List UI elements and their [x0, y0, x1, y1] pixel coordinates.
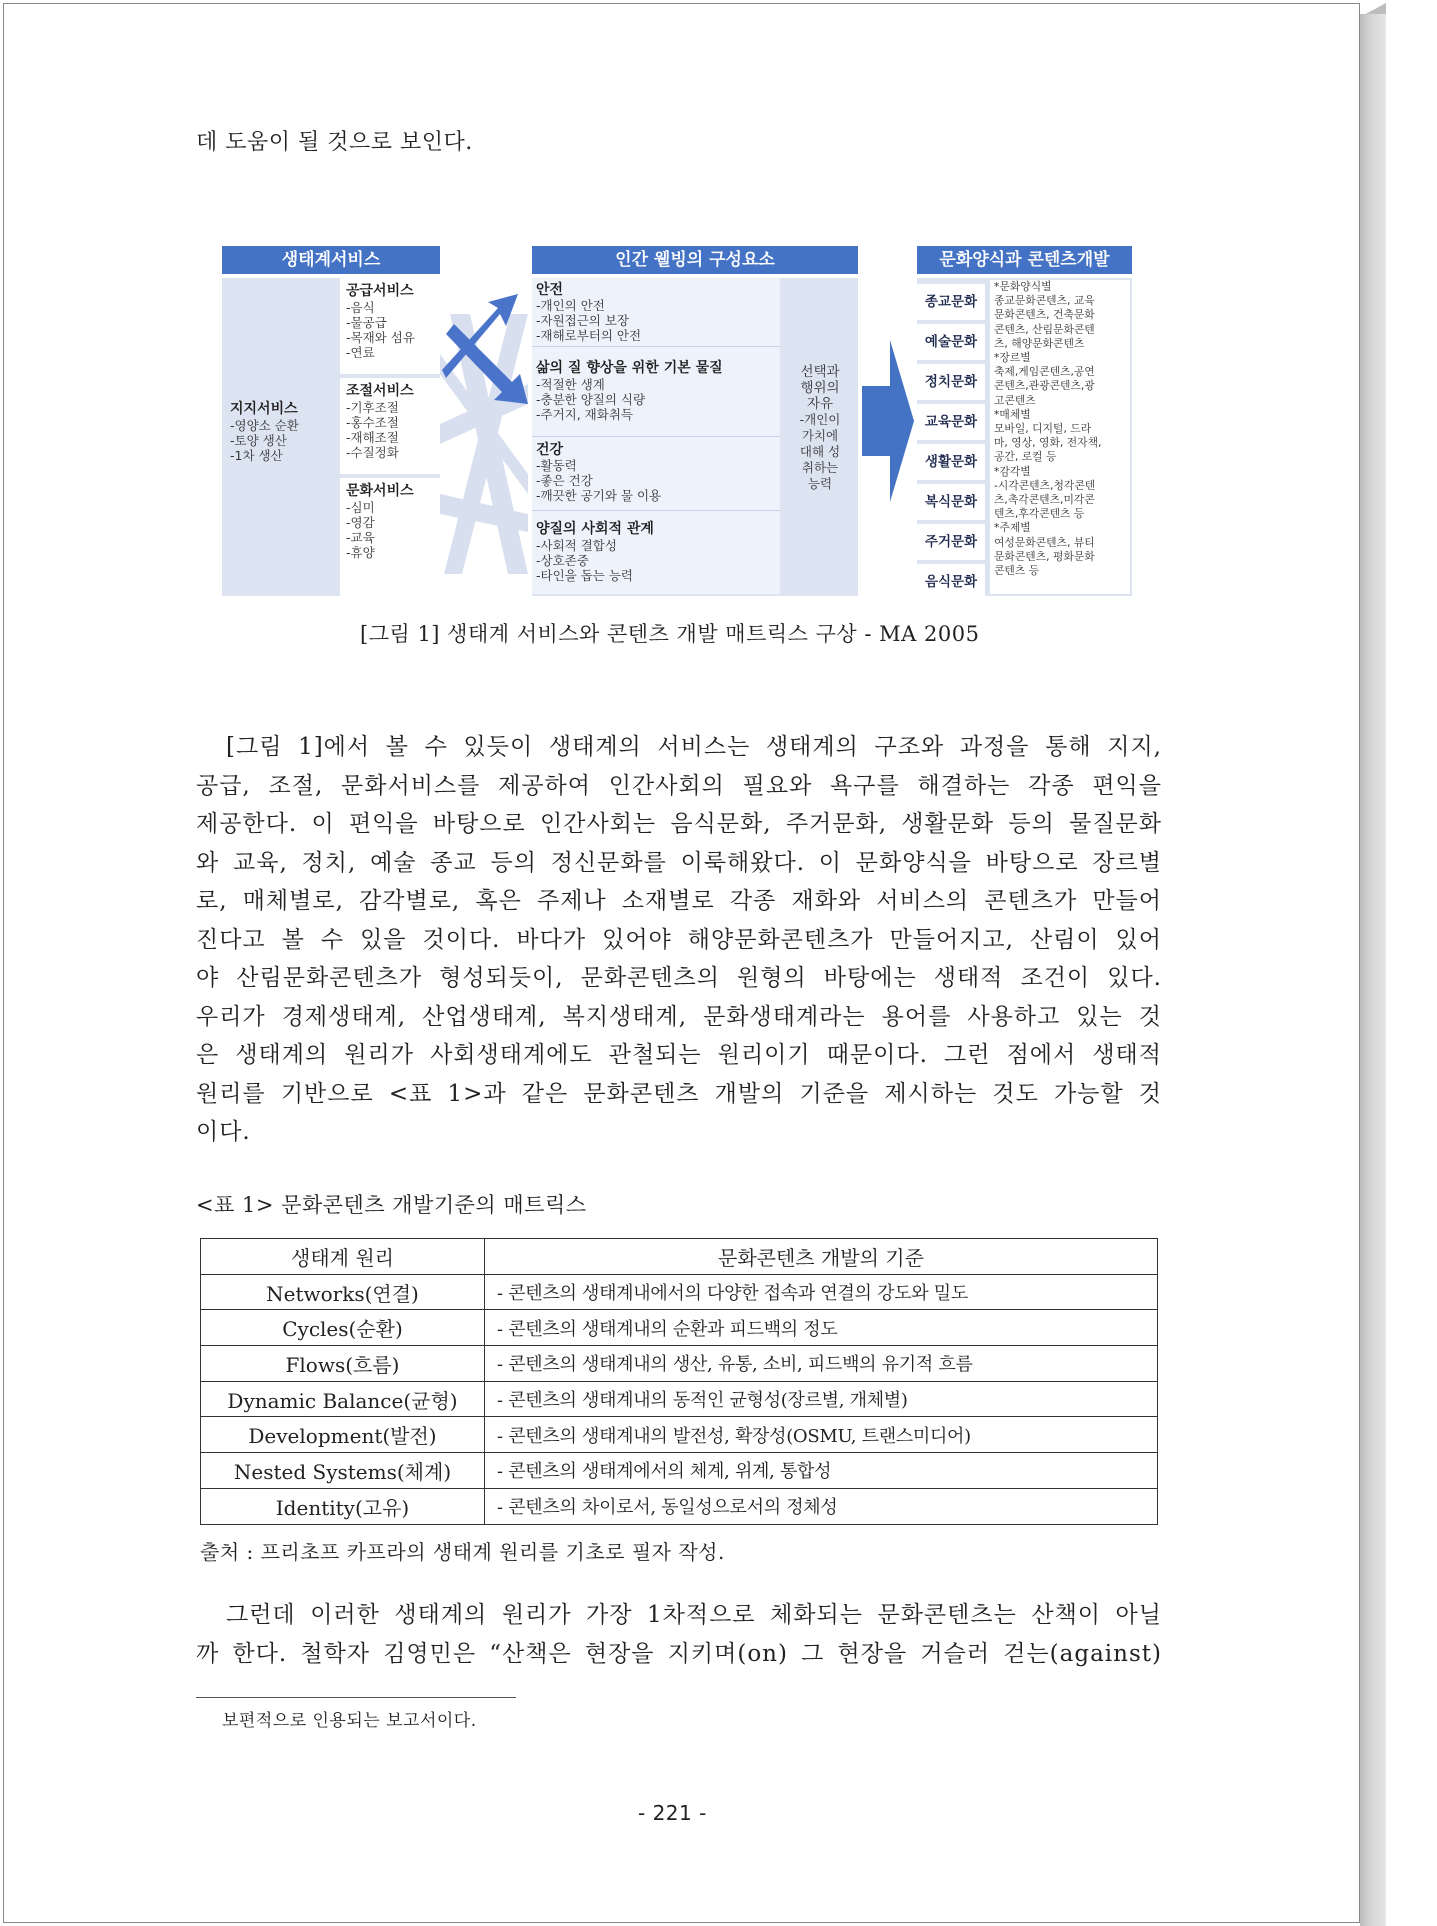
freedom-text: 능력	[807, 476, 833, 491]
culture-note: -시각콘텐츠,청각콘텐	[994, 478, 1096, 492]
cultural-item: -심미	[346, 500, 375, 515]
wellbeing-item: -주거지, 재화취득	[536, 407, 633, 422]
cultural-item: -교육	[346, 530, 375, 545]
culture-note: *매체별	[994, 407, 1031, 421]
culture-category: 음식문화	[917, 564, 985, 600]
table-title: <표 1> 문화콘텐츠 개발기준의 매트릭스	[196, 1193, 587, 1217]
table-cell-criterion: - 콘텐츠의 생태계내에서의 다양한 접속과 연결의 강도와 밀도	[485, 1274, 1158, 1310]
table-header-row	[201, 1239, 1158, 1275]
provisioning-title: 공급서비스	[346, 283, 414, 299]
wellbeing-item: -개인의 안전	[536, 298, 605, 313]
table-header-cell: 생태계 원리	[201, 1239, 485, 1275]
cultural-title: 문화서비스	[346, 483, 414, 499]
wellbeing-title-basic-material: 삶의 질 향상을 위한 기본 물질	[536, 360, 723, 376]
table-cell-criterion: - 콘텐츠의 생태계내의 순환과 피드백의 정도	[485, 1310, 1158, 1346]
culture-category: 복식문화	[917, 484, 985, 520]
text-line: 그런데 이러한 생태계의 원리가 가장 1차적으로 체화되는 문화콘텐츠는 산책이 아닐	[226, 1602, 1162, 1628]
text-line: 까 한다. 철학자 김영민은 “산책은 현장을 지키며(on) 그 현장을 거슬러 걷는(against)	[196, 1640, 1162, 1667]
table-cell-criterion: - 콘텐츠의 생태계내의 생산, 유통, 소비, 피드백의 유기적 흐름	[485, 1346, 1158, 1382]
text-line: 진다고 볼 수 있을 것이다. 바다가 있어야 해양문화콘텐츠가 만들어지고, 산림이 있어	[196, 926, 1162, 953]
table-cell-criterion: - 콘텐츠의 생태계에서의 체계, 위계, 통합성	[485, 1453, 1158, 1489]
wellbeing-item: -좋은 건강	[536, 473, 593, 488]
culture-note: 콘텐츠,관광콘텐츠,광	[994, 379, 1095, 393]
freedom-text: 자유	[806, 396, 834, 412]
culture-category: 주거문화	[917, 524, 985, 560]
wellbeing-title-security: 안전	[536, 282, 564, 298]
table-cell-principle: Flows(흐름)	[201, 1346, 485, 1382]
wellbeing-item: -재해로부터의 안전	[536, 328, 642, 343]
regulating-title: 조절서비스	[346, 383, 414, 399]
regulating-item: -재해조절	[346, 430, 399, 445]
table-cell-principle: Nested Systems(체계)	[201, 1453, 485, 1489]
wellbeing-item: -상호존중	[536, 553, 589, 568]
culture-note: 공간, 로컬 등	[994, 450, 1057, 464]
support-item: -1차 생산	[230, 448, 283, 463]
text-line: 와 교육, 정치, 예술 종교 등의 정신문화를 이룩해왔다. 이 문화양식을 바탕으로 장르별	[196, 849, 1162, 876]
intro-line: 데 도움이 될 것으로 보인다.	[196, 130, 473, 155]
table-cell-principle: Dynamic Balance(균형)	[201, 1381, 485, 1417]
culture-note: 문화콘텐츠, 건축문화	[994, 308, 1095, 322]
table-row	[201, 1310, 1158, 1346]
figure-mid-header: 인간 웰빙의 구성요소	[532, 246, 858, 274]
divider	[532, 436, 780, 437]
wellbeing-item: -적절한 생계	[536, 377, 605, 392]
text-line: 원리를 기반으로 <표 1>과 같은 문화콘텐츠 개발의 기준을 제시하는 것도 가능할 것	[196, 1080, 1162, 1107]
text-line: 제공한다. 이 편익을 바탕으로 인간사회는 음식문화, 주거문화, 생활문화 등의 물질문화	[196, 811, 1162, 837]
wellbeing-item: -사회적 결합성	[536, 538, 617, 553]
culture-notes	[994, 280, 1130, 578]
culture-note: 츠,촉각콘텐츠,미각콘	[994, 493, 1095, 507]
freedom-text: 선택과	[800, 364, 840, 380]
criteria-matrix-table	[200, 1238, 1158, 1525]
culture-category: 정치문화	[917, 364, 985, 400]
regulating-item: -홍수조절	[346, 415, 399, 430]
table-source: 출처 : 프리초프 카프라의 생태계 원리를 기초로 필자 작성.	[200, 1540, 725, 1564]
support-title: 지지서비스	[230, 401, 298, 417]
culture-note: 여성문화콘텐츠, 뷰티	[994, 535, 1095, 549]
wellbeing-item: -타인을 돕는 능력	[536, 568, 633, 583]
culture-note: 콘텐츠, 산림문화콘텐	[994, 322, 1095, 336]
wellbeing-item: -깨끗한 공기와 물 이용	[536, 488, 662, 503]
wellbeing-item: -활동력	[536, 458, 577, 473]
culture-note: 문화콘텐츠, 평화문화	[994, 549, 1095, 563]
footnote: 보편적으로 인용되는 보고서이다.	[222, 1711, 477, 1731]
provisioning-item: -연료	[346, 345, 375, 360]
culture-note: 종교문화콘텐츠, 교육	[994, 294, 1095, 308]
freedom-text: -개인이	[799, 412, 841, 427]
support-item: -토양 생산	[230, 433, 287, 448]
culture-note: 마, 영상, 영화, 전자책,	[994, 436, 1102, 450]
regulating-item: -수질정화	[346, 445, 399, 460]
figure-right-header: 문화양식과 콘텐츠개발	[917, 246, 1132, 274]
table-cell-principle: Development(발전)	[201, 1417, 485, 1453]
table-row	[201, 1381, 1158, 1417]
freedom-text: 대해 성	[799, 444, 841, 459]
figure-left-header: 생태계서비스	[222, 246, 440, 274]
freedom-text: 취하는	[801, 460, 839, 475]
table-row	[201, 1346, 1158, 1382]
culture-note: 고콘텐츠	[994, 393, 1036, 407]
cultural-item: -영감	[346, 515, 375, 530]
culture-category: 예술문화	[917, 324, 985, 360]
culture-note: 콘텐츠 등	[994, 564, 1040, 578]
provisioning-item: -목재와 섬유	[346, 330, 415, 345]
culture-note: *장르별	[994, 351, 1031, 365]
table-cell-principle: Networks(연결)	[201, 1274, 485, 1310]
wellbeing-title-health: 건강	[536, 442, 564, 458]
page-stack-edge	[1360, 14, 1386, 1926]
culture-note: *문화양식별	[994, 280, 1052, 293]
table-cell-criterion: - 콘텐츠의 차이로서, 동일성으로서의 정체성	[485, 1488, 1158, 1524]
culture-note: 텐츠,후각콘텐츠 등	[994, 507, 1085, 521]
culture-note: *감각별	[994, 464, 1031, 478]
wellbeing-item: -자원접근의 보장	[536, 313, 630, 328]
culture-note: *주제별	[994, 521, 1031, 535]
text-line: 이다.	[196, 1119, 251, 1145]
culture-category: 종교문화	[917, 284, 985, 320]
divider	[532, 346, 780, 347]
provisioning-item: -물공급	[346, 315, 387, 330]
body-paragraph-1	[196, 728, 1162, 1152]
culture-category: 생활문화	[917, 444, 985, 480]
body-paragraph-2	[196, 1596, 1162, 1673]
big-right-arrow	[860, 336, 916, 506]
table-cell-criterion: - 콘텐츠의 생태계내의 발전성, 확장성(OSMU, 트랜스미디어)	[485, 1417, 1158, 1453]
text-line: 로, 매체별로, 감각별로, 혹은 주제나 소재별로 각종 재화와 서비스의 콘텐츠가 만들어	[196, 888, 1162, 914]
table-row	[201, 1453, 1158, 1489]
text-line: 야 산림문화콘텐츠가 형성되듯이, 문화콘텐츠의 원형의 바탕에는 생태적 조건이 있다.	[196, 965, 1162, 991]
text-line: [그림 1]에서 볼 수 있듯이 생태계의 서비스는 생태계의 구조와 과정을 통해 지지,	[226, 734, 1162, 760]
text-line: 은 생태계의 원리가 사회생태계에도 관철되는 원리이기 때문이다. 그런 점에서 생태적	[196, 1042, 1162, 1068]
table-cell-principle: Cycles(순환)	[201, 1310, 485, 1346]
wellbeing-title-social-relations: 양질의 사회적 관계	[536, 521, 654, 537]
culture-note: 축제,게임콘텐츠,공연	[994, 365, 1095, 379]
table-row	[201, 1417, 1158, 1453]
table-row	[201, 1274, 1158, 1310]
figure-ecosystem-matrix	[222, 246, 1132, 596]
culture-note: 츠, 해양문화콘텐츠	[994, 336, 1085, 350]
figure-caption: [그림 1] 생태계 서비스와 콘텐츠 개발 매트릭스 구상 - MA 2005	[360, 622, 980, 646]
culture-note: 모바일, 디지털, 드라	[994, 422, 1092, 436]
freedom-text: 가치에	[801, 428, 839, 443]
table-cell-criterion: - 콘텐츠의 생태계내의 동적인 균형성(장르별, 개체별)	[485, 1381, 1158, 1417]
cultural-item: -휴양	[346, 545, 375, 560]
connection-arrows	[440, 274, 532, 596]
regulating-item: -기후조절	[346, 400, 399, 415]
text-line: 우리가 경제생태계, 산업생태계, 복지생태계, 문화생태계라는 용어를 사용하고 있는 것	[196, 1003, 1162, 1030]
culture-category: 교육문화	[917, 404, 985, 440]
table-row	[201, 1488, 1158, 1524]
page-number: - 221 -	[638, 1801, 707, 1825]
footnote-rule	[196, 1697, 516, 1698]
wellbeing-item: -충분한 양질의 식량	[536, 392, 646, 407]
support-item: -영양소 순환	[230, 418, 299, 433]
table-header-cell: 문화콘텐츠 개발의 기준	[485, 1239, 1158, 1275]
freedom-text: 행위의	[800, 380, 840, 396]
table-cell-principle: Identity(고유)	[201, 1488, 485, 1524]
provisioning-item: -음식	[346, 300, 375, 315]
text-line: 공급, 조절, 문화서비스를 제공하여 인간사회의 필요와 욕구를 해결하는 각종 편익을	[196, 772, 1162, 799]
divider	[532, 510, 780, 511]
